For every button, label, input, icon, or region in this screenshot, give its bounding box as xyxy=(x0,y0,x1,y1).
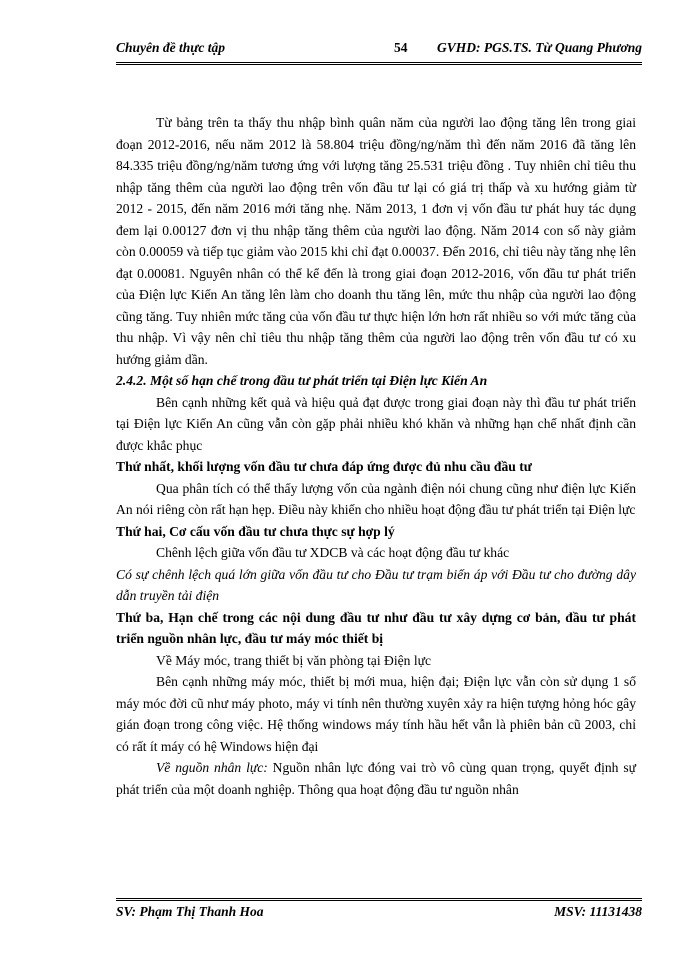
human-resources-text: Nguồn nhân lực đóng vai trò vô cùng quan trọng, quyết định sự phát triển của một doanh nghiệp. Thông qua hoạt động đầu tư nguồn nhân xyxy=(116,760,636,797)
paragraph-equipment-title: Về Máy móc, trang thiết bị văn phòng tại Điện lực xyxy=(156,652,432,668)
paragraph-capital-gap: Chênh lệch giữa vốn đầu tư XDCB và các hoạt động đầu tư khác xyxy=(156,545,510,560)
page-footer xyxy=(116,904,642,926)
paragraph-income-analysis: Từ bảng trên ta thấy thu nhập bình quân năm của người lao động tăng lên trong giai đoạn 2012-2016, nếu năm 2012 là 58.804 triệu đồng/ng/năm thì đến năm 2016 đã tăng lên 84.335 triệu đồng/ng/năm tương ứng với lượng tăng 25.531 triệu đồng . Tuy nhiên chỉ tiêu thu nhập tăng thêm của người lao động trên vốn đầu tư lại có giá trị thấp và xu hướng giảm từ 2012 - 2015, đến năm 2016 mới tăng nhẹ. Năm 2013, 1 đơn vị vốn đầu tư phát huy tác dụng đem lại 0.00127 đơn vị thu nhập tăng thêm của người lao động. Năm 2014 con số này giảm còn 0.00059 và tiếp tục giảm vào 2015 khi chỉ đạt 0.00037. Đến 2016, chỉ tiêu này tăng nhẹ lên đạt 0.00081. Nguyên nhân có thể kể đến là trong giai đoạn 2012-2016, vốn đầu tư phát triển của Điện lực Kiến An tăng lên làm cho doanh thu tăng lên, mức thu nhập của người lao động cũng tăng. Tuy nhiên mức tăng của vốn đầu tư thực hiện lớn hơn rất nhiều so với mức tăng của thu nhập. Vì vậy nên chỉ tiêu thu nhập tăng thêm của người lao động trên vốn đầu tư có xu hướng giảm dần. xyxy=(116,115,636,367)
human-resources-label: Về nguồn nhân lực: xyxy=(156,760,268,775)
paragraph-capital-shortage: Qua phân tích có thể thấy lượng vốn của ngành điện nói chung cũng như điện lực Kiến An nói riêng còn rất hạn hẹp. Điều này khiến cho nhiều hoạt động đầu tư phát triển tại Điện lực xyxy=(116,480,636,517)
heading-third-limitation: Thứ ba, Hạn chế trong các nội dung đầu tư như đầu tư xây dựng cơ bản, đầu tư phát triển nguồn nhân lực, đầu tư máy móc thiết bị xyxy=(116,609,636,646)
paragraph-substation-gap: Có sự chênh lệch quá lớn giữa vốn đầu tư cho Đầu tư trạm biến áp với Đầu tư cho đường dây dẫn truyền tải điện xyxy=(116,566,636,603)
page-number: 54 xyxy=(394,40,408,55)
header-rule xyxy=(116,62,642,65)
page-header xyxy=(116,40,642,64)
footer-student: SV: Phạm Thị Thanh Hoa xyxy=(116,904,264,919)
paragraph-equipment-details: Bên cạnh những máy móc, thiết bị mới mua, hiện đại; Điện lực vẫn còn sử dụng 1 số máy móc đời cũ như máy photo, máy vi tính nên thường xuyên xảy ra hiện tượng hỏng hóc gây gián đoạn trong công việc. Hệ thống windows máy tính hầu hết vẫn là phiên bản cũ 2003, chỉ có rất ít máy có hệ Windows hiện đại xyxy=(116,674,636,754)
header-supervisor: GVHD: PGS.TS. Từ Quang Phương xyxy=(437,40,642,55)
heading-second-limitation: Thứ hai, Cơ cấu vốn đầu tư chưa thực sự hợp lý xyxy=(116,523,395,539)
section-heading-2-4-2: 2.4.2. Một số hạn chế trong đầu tư phát triển tại Điện lực Kiến An xyxy=(116,373,488,388)
paragraph-limitations-intro: Bên cạnh những kết quả và hiệu quả đạt được trong giai đoạn này thì đầu tư phát triển tại Điện lực Kiến An cũng vẫn còn gặp phải nhiều khó khăn và những hạn chế nhất định cần được khắc phục xyxy=(116,394,636,453)
footer-rule xyxy=(116,898,642,901)
footer-student-id: MSV: 11131438 xyxy=(554,904,642,919)
document-body xyxy=(116,112,636,800)
paragraph-human-resources xyxy=(116,757,636,800)
heading-first-limitation: Thứ nhất, khối lượng vốn đầu tư chưa đáp ứng được đủ nhu cầu đầu tư xyxy=(116,459,532,474)
header-title: Chuyên đề thực tập xyxy=(116,40,225,55)
